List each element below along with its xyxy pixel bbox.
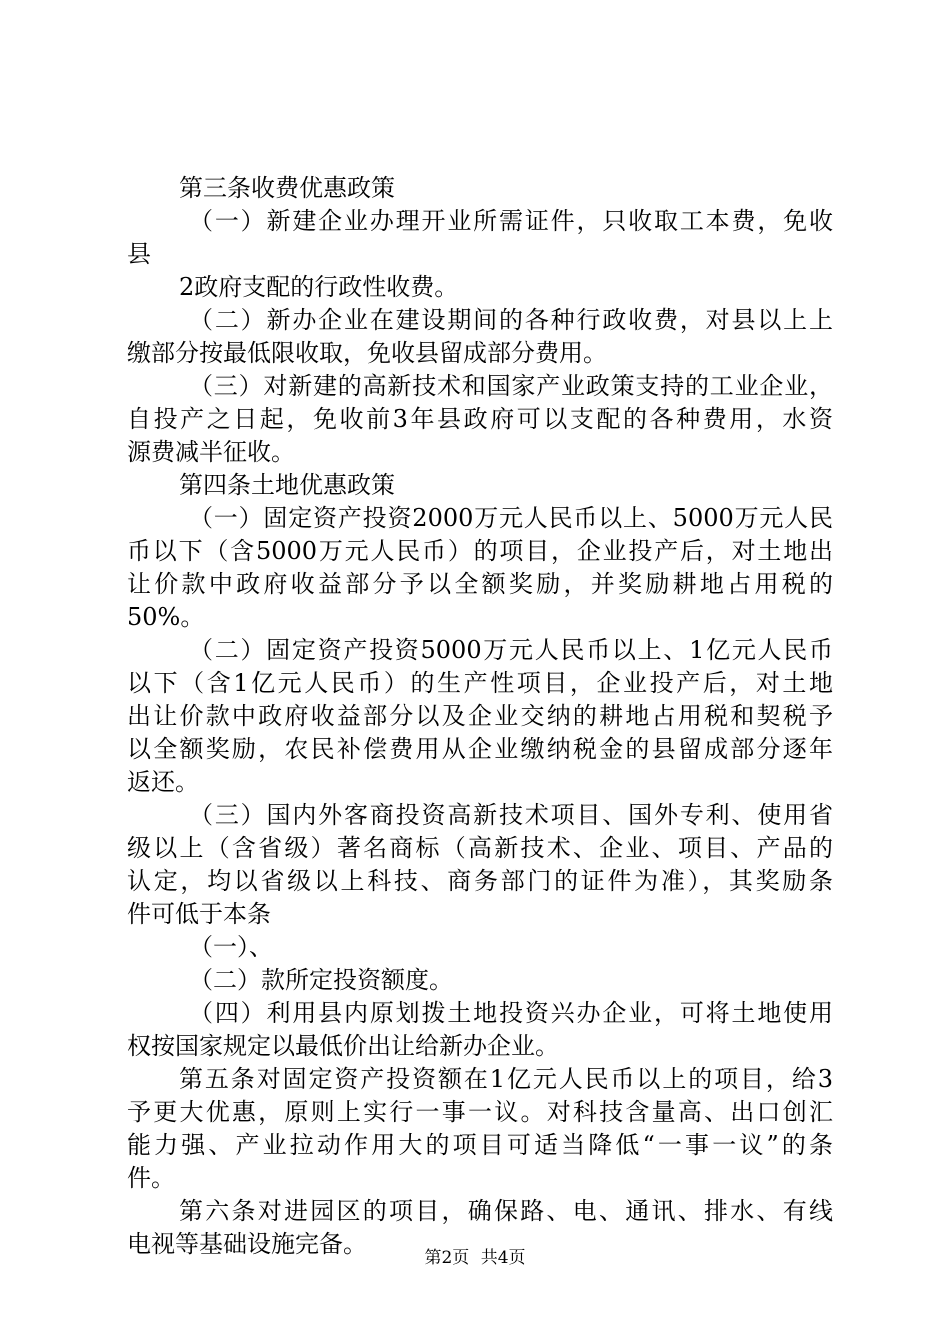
text-line: 返还。 [127,768,199,796]
text-line: 第五条对固定资产投资额在1亿元人民币以上的项目，给3 [179,1065,833,1093]
text-line: 币以下（含5000万元人民币）的项目，企业投产后，对土地出 [127,537,833,565]
text-line: （三）国内外客商投资高新技术项目、国外专利、使用省 [189,801,833,829]
text-line: （二）款所定投资额度。 [189,966,453,994]
text-line: 权按国家规定以最低价出让给新办企业。 [127,1032,559,1060]
text-line: （一）新建企业办理开业所需证件，只收取工本费，免收 [189,207,833,235]
text-line: 予更大优惠，原则上实行一事一议。对科技含量高、出口创汇 [127,1098,833,1126]
text-line: 第三条收费优惠政策 [179,174,395,202]
text-line: 级以上（含省级）著名商标（高新技术、企业、项目、产品的 [127,834,833,862]
page-total: 共4页 [480,1248,526,1268]
text-line: 能力强、产业拉动作用大的项目可适当降低“一事一议”的条 [127,1131,833,1159]
text-line: 出让价款中政府收益部分以及企业交纳的耕地占用税和契税予 [127,702,833,730]
text-line: 以全额奖励，农民补偿费用从企业缴纳税金的县留成部分逐年 [127,735,833,763]
text-line: 让价款中政府收益部分予以全额奖励，并奖励耕地占用税的 [127,570,833,598]
text-line: 以下（含1亿元人民币）的生产性项目，企业投产后，对土地 [127,669,833,697]
text-line: 第四条土地优惠政策 [179,471,395,499]
text-line: 50%。 [127,603,205,631]
text-line: （四）利用县内原划拨土地投资兴办企业，可将土地使用 [189,999,833,1027]
text-line: （三）对新建的高新技术和国家产业政策支持的工业企业， [189,372,833,400]
text-line: （二）新办企业在建设期间的各种行政收费，对县以上上 [189,306,833,334]
text-line: 认定，均以省级以上科技、商务部门的证件为准），其奖励条 [127,867,833,895]
text-line: 县 [127,240,151,268]
text-line: 源费减半征收。 [127,438,295,466]
text-line: 缴部分按最低限收取，免收县留成部分费用。 [127,339,607,367]
text-line: 自投产之日起，免收前3年县政府可以支配的各种费用，水资 [127,405,833,433]
page-number: 第2页 [424,1248,470,1268]
text-line: （一）、 [189,933,273,961]
text-line: 件。 [127,1164,175,1192]
text-line: 第六条对进园区的项目，确保路、电、通讯、排水、有线 [179,1197,833,1225]
text-line: 电视等基础设施完备。 [127,1230,367,1258]
text-line: 2政府支配的行政性收费。 [179,273,459,301]
text-line: 件可低于本条 [127,900,271,928]
document-body [127,172,833,1261]
text-line: （二）固定资产投资5000万元人民币以上、1亿元人民币 [189,636,833,664]
text-line: （一）固定资产投资2000万元人民币以上、5000万元人民 [189,504,833,532]
page-footer [0,1247,950,1269]
